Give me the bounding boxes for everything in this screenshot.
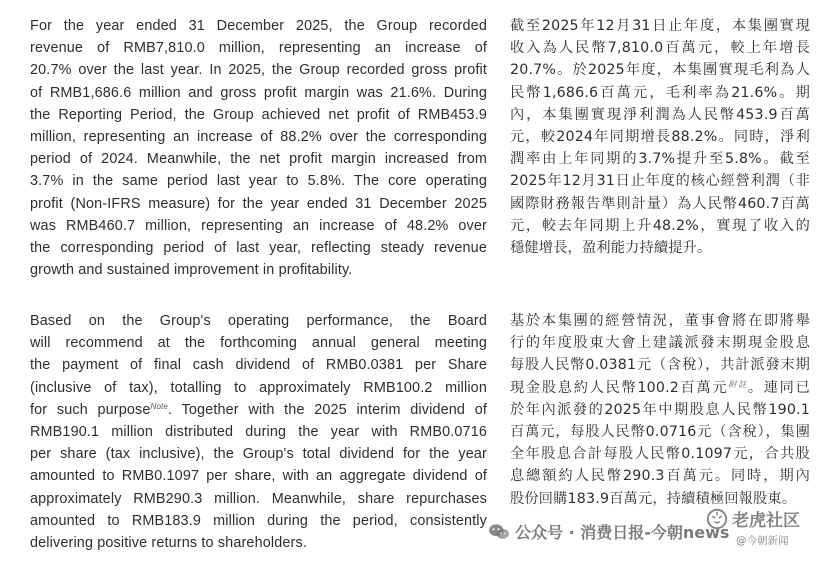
chinese-paragraph-1-line: 元，較2024年同期增長88.2%。同時，淨利 — [510, 129, 810, 146]
english-paragraph-2-line: RMB190.1 million distributed during the year with RMB0.0716 — [30, 424, 487, 441]
english-paragraph-2-text: . Together with the 2025 interim dividend of — [168, 401, 487, 418]
note-marker: Note — [150, 401, 169, 411]
note-marker: 附註 — [728, 379, 748, 389]
chinese-paragraph-1-line: 2025年12月31日止年度的核心經營利潤（非 — [510, 173, 810, 190]
chinese-paragraph-1-line: 20.7%。於2025年度，本集團實現毛利為人 — [510, 62, 810, 79]
english-paragraph-1-line: profit (Non-IFRS measure) for the year ended 31 December 2025 — [30, 195, 487, 212]
chinese-paragraph-1-line: 截至2025年12月31日止年度，本集團實現 — [510, 18, 810, 34]
wechat-watermark — [488, 520, 729, 543]
chinese-paragraph-1-line: 國際財務報告準則計量）為人民幣460.7百萬 — [510, 195, 810, 212]
chinese-paragraph-1-line: 收入為人民幣7,810.0百萬元，較上年增長 — [510, 40, 810, 57]
chinese-paragraph-1-line: 穩健增長，盈利能力持續提升。 — [510, 240, 712, 257]
english-paragraph-1-line: of RMB1,686.6 million and gross profit margin was 21.6%. During — [30, 84, 487, 101]
english-paragraph-2-line: per share (tax inclusive), the Group's total dividend for the year — [30, 446, 487, 463]
english-paragraph-2-line: Based on the Group's operating performance, the Board — [30, 313, 487, 329]
chinese-paragraph-2-text: 現金股息約人民幣100.2百萬元 — [510, 379, 729, 396]
chinese-paragraph-2-line: 基於本集團的經營情況，董事會將在即將舉 — [510, 313, 810, 329]
chinese-paragraph-2-text: 。連同已 — [747, 379, 810, 396]
chinese-paragraph-2-line: 於年內派發的2025年中期股息人民幣190.1 — [510, 401, 810, 418]
chinese-paragraph-1-line: 潤率由上年同期的3.7%提升至5.8%。截至 — [510, 151, 810, 168]
chinese-paragraph-1-line: 內，本集團實現淨利潤為人民幣453.9百萬 — [510, 106, 810, 123]
tiger-icon — [706, 508, 728, 530]
english-paragraph-1-line: 20.7% over the last year. In 2025, the Group recorded gross profit — [30, 62, 487, 79]
english-paragraph-2-line: the payment of final cash dividend of RMB0.0381 per Share — [30, 357, 487, 374]
chinese-paragraph-2-line — [510, 377, 810, 399]
wechat-icon — [488, 523, 510, 541]
english-paragraph-2-line: amounted to RMB0.1097 per share, with an aggregate dividend of — [30, 468, 487, 485]
english-paragraph-1-line: was RMB460.7 million, representing an increase of 48.2% over — [30, 217, 487, 234]
english-paragraph-2-line: amounted to RMB183.9 million during the period, consistently — [30, 512, 487, 529]
english-paragraph-1-line: million, representing an increase of 88.2% over the corresponding — [30, 129, 487, 146]
chinese-paragraph-2-line: 行的年度股東大會上建議派發末期現金股息 — [510, 335, 810, 352]
english-paragraph-1-line: the corresponding period of last year, reflecting steady revenue — [30, 240, 487, 257]
english-paragraph-2-line: approximately RMB290.3 million. Meanwhile, share repurchases — [30, 490, 487, 507]
chinese-paragraph-1-line: 民幣1,686.6百萬元，毛利率為21.6%。期 — [510, 84, 810, 101]
english-paragraph-2-line: will recommend at the forthcoming annual general meeting — [30, 335, 487, 352]
english-paragraph-1-line: revenue of RMB7,810.0 million, representing an increase of — [30, 40, 487, 57]
chinese-paragraph-1 — [510, 15, 810, 259]
wechat-watermark-text: 公众号 · 消费日报-今朝news — [515, 523, 730, 542]
english-paragraph-2-text: for such purpose — [30, 401, 151, 418]
english-paragraph-2 — [30, 310, 487, 554]
english-paragraph-2-line: (inclusive of tax), totalling to approximately RMB100.2 million — [30, 379, 487, 396]
english-paragraph-1 — [30, 15, 487, 281]
english-paragraph-1-line: the Reporting Period, the Group achieved net profit of RMB453.9 — [30, 106, 487, 123]
chinese-paragraph-1-line: 元，較去年同期上升48.2%，實現了收入的 — [510, 217, 810, 234]
brand-watermark — [706, 506, 828, 548]
chinese-paragraph-2-line: 全年股息合計每股人民幣0.1097元，合共股 — [510, 446, 810, 463]
chinese-paragraph-2-line: 股份回購183.9百萬元，持續積極回報股東。 — [510, 490, 797, 507]
brand-watermark-text: 老虎社区 — [732, 511, 800, 531]
chinese-paragraph-2-line: 息總額約人民幣290.3百萬元。同時，期內 — [510, 468, 810, 485]
english-paragraph-1-line: 3.7% in the same period last year to 5.8%. The core operating — [30, 173, 487, 190]
english-paragraph-1-line: period of 2024. Meanwhile, the net profit margin increased from — [30, 151, 487, 168]
english-paragraph-1-line: For the year ended 31 December 2025, the Group recorded — [30, 18, 487, 34]
chinese-paragraph-2-line: 每股人民幣0.0381元（含稅），共計派發末期 — [510, 357, 810, 374]
chinese-paragraph-2 — [510, 310, 810, 510]
english-paragraph-2-line: delivering positive returns to shareholders. — [30, 535, 307, 552]
english-paragraph-1-line: growth and sustained improvement in profitability. — [30, 262, 353, 279]
brand-watermark-sub: @今朝新闻 — [736, 535, 789, 547]
english-paragraph-2-line — [30, 399, 487, 421]
chinese-paragraph-2-line: 百萬元，每股人民幣0.0716元（含稅），集團 — [510, 424, 810, 441]
